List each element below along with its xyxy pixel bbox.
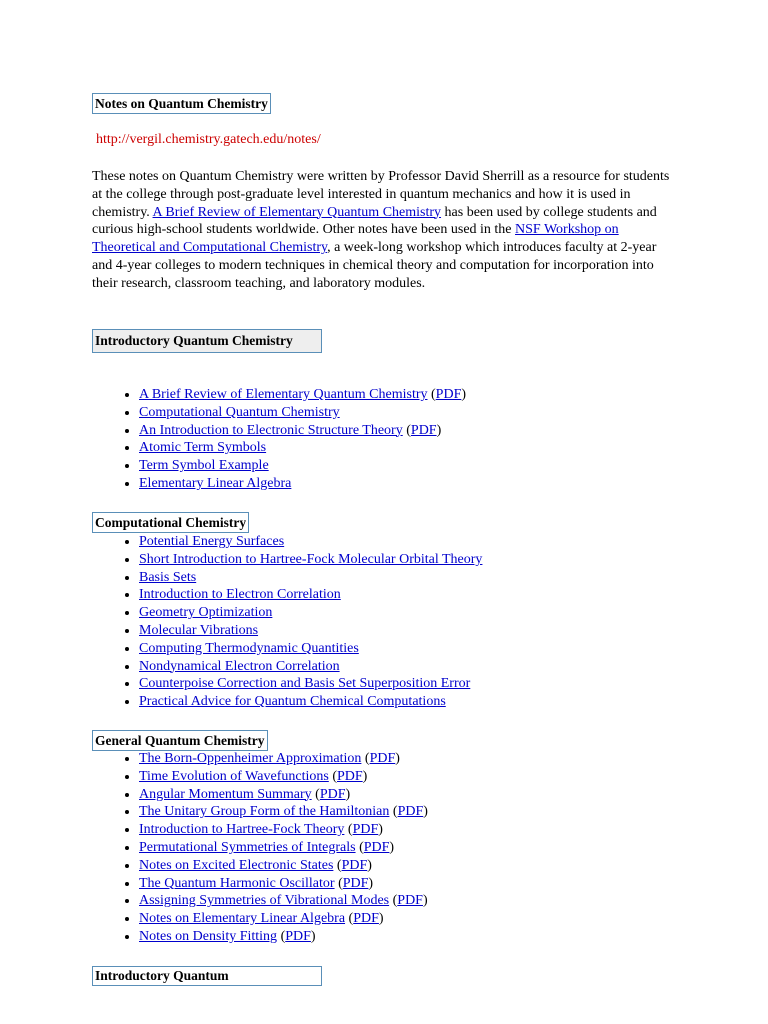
list-item	[139, 786, 739, 804]
section-heading-general: General Quantum Chemistry	[92, 730, 268, 751]
source-url[interactable]: http://vergil.chemistry.gatech.edu/notes/	[96, 132, 321, 147]
pdf-link[interactable]: PDF	[352, 822, 379, 838]
page-title: Notes on Quantum Chemistry	[92, 93, 271, 114]
list-item	[139, 386, 739, 404]
note-link[interactable]: Molecular Vibrations	[139, 622, 259, 638]
paren-open: (	[389, 804, 398, 820]
intro-text-3: , a week-long workshop which introduces faculty at 2-year and 4-year colleges to modern techniques in chemical theory and computation for incorporation into their research, classroom teaching, and laboratory modules.	[92, 240, 657, 291]
pdf-link[interactable]: PDF	[353, 911, 379, 927]
paren-close: )	[436, 422, 442, 438]
paren-open: (	[277, 928, 286, 944]
paren-close: )	[368, 875, 374, 891]
paren-open: (	[427, 387, 436, 402]
note-link[interactable]: Angular Momentum Summary	[139, 786, 312, 802]
pdf-link[interactable]: PDF	[341, 857, 368, 873]
list-item	[139, 640, 739, 658]
note-link[interactable]: Notes on Density Fitting	[139, 928, 278, 944]
paren-open: (	[328, 768, 337, 784]
paren-close: )	[423, 804, 428, 820]
pdf-link[interactable]: PDF	[319, 786, 346, 802]
pdf-link[interactable]: PDF	[369, 751, 396, 766]
paren-open: (	[344, 822, 353, 838]
paren-close: )	[378, 822, 383, 838]
introductory-list	[92, 386, 739, 493]
note-link[interactable]: Elementary Linear Algebra	[139, 475, 292, 491]
list-item	[139, 604, 739, 622]
paren-open: (	[333, 857, 342, 873]
paren-close: )	[310, 928, 316, 944]
note-link[interactable]: Counterpoise Correction and Basis Set Superposition Error	[139, 676, 471, 692]
note-link[interactable]: The Born-Oppenheimer Approximation	[139, 751, 362, 766]
intro-paragraph	[92, 168, 672, 293]
computational-list	[92, 533, 739, 711]
pdf-link[interactable]: PDF	[435, 387, 462, 402]
list-item	[139, 533, 739, 551]
list-item	[139, 569, 739, 587]
pdf-link[interactable]: PDF	[342, 875, 369, 891]
paren-close: )	[461, 387, 467, 402]
paren-close: )	[422, 893, 428, 909]
paren-close: )	[395, 751, 400, 766]
note-link[interactable]: Assigning Symmetries of Vibrational Modes	[139, 893, 390, 909]
list-item	[139, 892, 739, 910]
pdf-link[interactable]: PDF	[285, 928, 311, 944]
pdf-link[interactable]: PDF	[397, 804, 424, 820]
list-item	[139, 857, 739, 875]
list-item	[139, 803, 739, 821]
list-item	[139, 821, 739, 839]
nsf-workshop-link[interactable]: NSF Workshop on Theoretical and Computational Chemistry	[92, 222, 619, 256]
note-link[interactable]: Computing Thermodynamic Quantities	[139, 640, 359, 656]
paren-open: (	[311, 786, 320, 802]
list-item	[139, 839, 739, 857]
section-heading-introductory-repeat: Introductory Quantum	[92, 966, 322, 986]
general-list	[92, 750, 739, 946]
note-link[interactable]: Computational Quantum Chemistry	[139, 404, 340, 420]
paren-open: (	[389, 893, 398, 909]
note-link[interactable]: Notes on Elementary Linear Algebra	[139, 911, 346, 927]
note-link[interactable]: Short Introduction to Hartree-Fock Molecular Orbital Theory	[139, 551, 483, 567]
intro-text-2: has been used by college students and curious high-school students worldwide. Other notes have been used in the	[92, 204, 657, 238]
note-link[interactable]: Permutational Symmetries of Integrals	[139, 839, 356, 855]
note-link[interactable]: An Introduction to Electronic Structure Theory	[139, 422, 403, 438]
list-item	[139, 422, 739, 440]
note-link[interactable]: A Brief Review of Elementary Quantum Chemistry	[139, 387, 428, 402]
paren-close: )	[367, 857, 372, 873]
paren-open: (	[402, 422, 411, 438]
note-link[interactable]: Nondynamical Electron Correlation	[139, 658, 340, 674]
paren-open: (	[345, 911, 354, 927]
paren-close: )	[389, 839, 395, 855]
paren-open: (	[334, 875, 343, 891]
note-link[interactable]: Potential Energy Surfaces	[139, 534, 285, 549]
list-item	[139, 404, 739, 422]
list-item	[139, 439, 739, 457]
section-heading-computational: Computational Chemistry	[92, 512, 249, 533]
pdf-link[interactable]: PDF	[336, 768, 363, 784]
note-link[interactable]: Geometry Optimization	[139, 605, 273, 621]
paren-close: )	[345, 786, 351, 802]
paren-close: )	[362, 768, 368, 784]
brief-review-link[interactable]: A Brief Review of Elementary Quantum Chemistry	[152, 204, 442, 220]
list-item	[139, 658, 739, 676]
pdf-link[interactable]: PDF	[410, 422, 437, 438]
section-heading-introductory: Introductory Quantum Chemistry	[92, 329, 322, 353]
paren-close: )	[378, 911, 384, 927]
note-link[interactable]: Practical Advice for Quantum Chemical Computations	[139, 694, 446, 710]
list-item	[139, 675, 739, 693]
note-link[interactable]: The Unitary Group Form of the Hamiltonian	[139, 804, 390, 820]
list-item	[139, 910, 739, 928]
list-item	[139, 475, 739, 493]
list-item	[139, 586, 739, 604]
list-item	[139, 693, 739, 711]
list-item	[139, 551, 739, 569]
note-link[interactable]: Basis Sets	[139, 569, 197, 585]
note-link[interactable]: Term Symbol Example	[139, 458, 269, 474]
pdf-link[interactable]: PDF	[363, 839, 390, 855]
note-link[interactable]: The Quantum Harmonic Oscillator	[139, 875, 335, 891]
note-link[interactable]: Introduction to Electron Correlation	[139, 587, 341, 603]
note-link[interactable]: Introduction to Hartree-Fock Theory	[139, 822, 345, 838]
note-link[interactable]: Time Evolution of Wavefunctions	[139, 768, 329, 784]
pdf-link[interactable]: PDF	[397, 893, 423, 909]
list-item	[139, 768, 739, 786]
paren-open: (	[361, 751, 370, 766]
note-link[interactable]: Atomic Term Symbols	[139, 440, 267, 456]
list-item	[139, 457, 739, 475]
intro-text-1: These notes on Quantum Chemistry were written by Professor David Sherrill as a resource for students at the college through post-graduate level interested in quantum mechanics and how it is used in chemistry.	[92, 169, 670, 220]
paren-open: (	[355, 839, 364, 855]
note-link[interactable]: Notes on Excited Electronic States	[139, 857, 334, 873]
list-item	[139, 750, 739, 768]
list-item	[139, 622, 739, 640]
list-item	[139, 875, 739, 893]
list-item	[139, 928, 739, 946]
